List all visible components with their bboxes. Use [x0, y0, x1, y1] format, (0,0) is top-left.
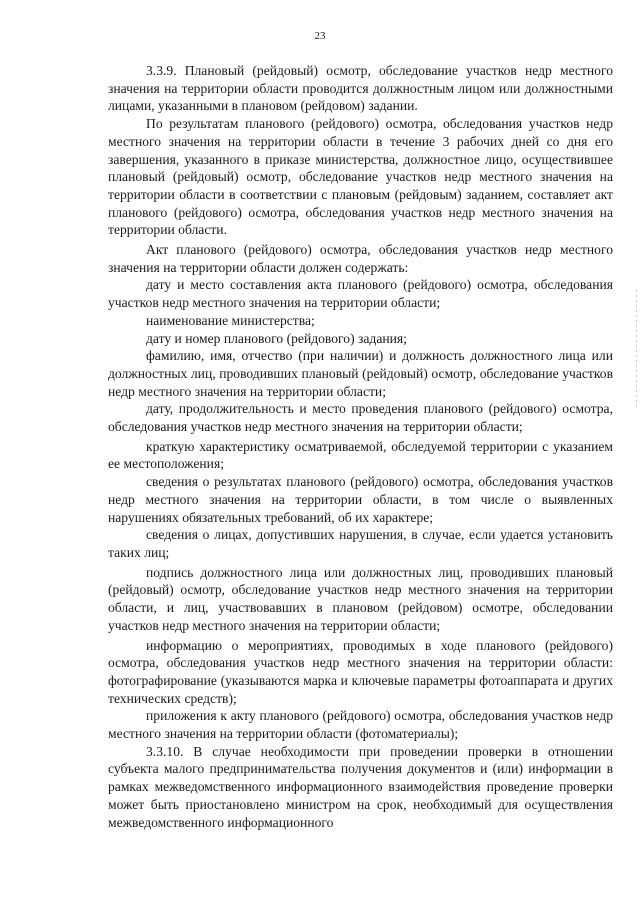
paragraph-3-3-10: 3.3.10. В случае необходимости при проведении проверки в отношении субъекта малого предпринимательства получения документов и (или) информации в рамках межведомственного информационного взаимодействия проведение проверки может быть приостановлено министром на срок, необходимый для осуществления межведомственного информационного	[108, 743, 613, 830]
list-item: дату и номер планового (рейдового) задания;	[146, 330, 407, 346]
page-number: 23	[314, 30, 326, 42]
scan-edge-mark	[636, 290, 637, 410]
list-item: дату, продолжительность и место проведения планового (рейдового) осмотра, обследования участков недр местного значения на территории области;	[108, 401, 613, 435]
list-item: приложения к акту планового (рейдового) осмотра, обследования участков недр местного значения на территории области (фотоматериалы);	[108, 708, 613, 742]
list-item: дату и место составления акта планового (рейдового) осмотра, обследования участков недр местного значения на территории области;	[108, 277, 613, 311]
paragraph: Акт планового (рейдового) осмотра, обследования участков недр местного значения на территории области должен содержать:	[108, 242, 613, 275]
list-item: сведения о лицах, допустивших нарушения, в случае, если удается установить таких лиц;	[108, 527, 613, 560]
paragraph: По результатам планового (рейдового) осмотра, обследования участков недр местного значения на территории области в течение 3 рабочих дней со дня его завершения, указанного в приказе министерства, должностное лицо, осуществившее плановый (рейдовый) осмотр, обследование участков недр местного значения на территории области в соответствии с плановым (рейдовым) заданием, составляет акт планового (рейдового) осмотра, обследования участков недр местного значения на территории области.	[108, 116, 613, 238]
list-item: фамилию, имя, отчество (при наличии) и должность должностного лица или должностных лиц, проводивших плановый (рейдовый) осмотр, обследование участков недр местного значения на территории области;	[108, 348, 613, 399]
paragraph-3-3-9: 3.3.9. Плановый (рейдовый) осмотр, обследование участков недр местного значения на территории области проводится должностным лицом или должностными лицами, указанными в плановом (рейдовом) задании.	[108, 63, 613, 114]
list-item: подпись должностного лица или должностных лиц, проводивших плановый (рейдовый) осмотр, обследование участков недр местного значения на территории области, и лиц, участвовавших в плановом (рейдовом) осмотре, обследовании участков недр местного значения на территории области;	[108, 564, 613, 633]
list-item: сведения о результатах планового (рейдового) осмотра, обследования участков недр местного значения на территории области, в том числе о выявленных нарушениях обязательных требований, об их характере;	[108, 474, 613, 525]
list-item: краткую характеристику осматриваемой, обследуемой территории с указанием ее местоположения;	[108, 438, 613, 472]
list-item: информацию о мероприятиях, проводимых в ходе планового (рейдового) осмотра, обследования участков недр местного значения на территории области: фотографирование (указываются марка и ключевые параметры фотоаппарата и других технических средств);	[108, 637, 613, 706]
list-item: наименование министерства;	[146, 312, 315, 328]
document-body	[108, 62, 613, 831]
